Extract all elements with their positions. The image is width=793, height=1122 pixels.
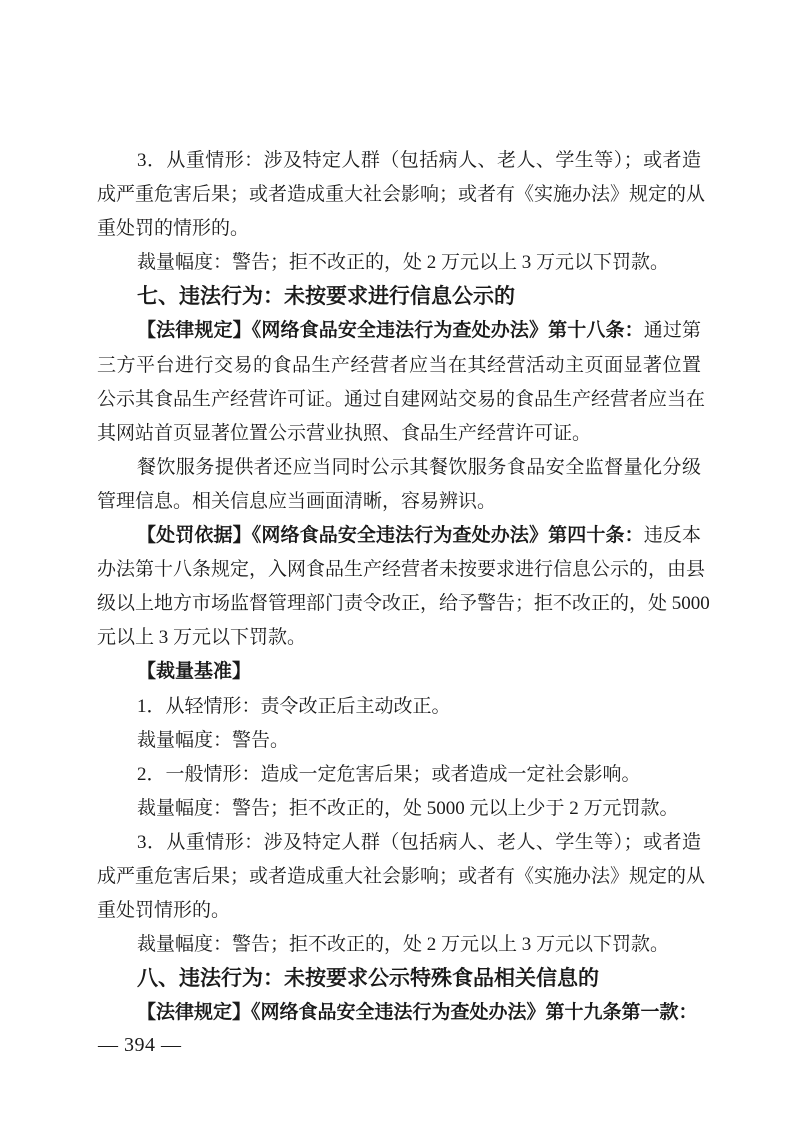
- text-segment: 餐饮服务提供者还应当同时公示其餐饮服务食品安全监督量化分级: [137, 456, 701, 478]
- text-segment: 3．从重情形：涉及特定人群（包括病人、老人、学生等）；或者造: [137, 150, 701, 171]
- text-segment: 通过第: [643, 320, 701, 342]
- text-line: [97, 485, 701, 519]
- text-segment: 裁量幅度：警告；拒不改正的，处 2 万元以上 3 万元以下罚款。: [137, 252, 670, 274]
- text-segment: 办法第十八条规定，入网食品生产经营者未按要求进行信息公示的，由县: [97, 559, 706, 581]
- text-line: [97, 553, 706, 587]
- emphasis-segment: 【裁量基准】: [137, 661, 252, 683]
- page-number: — 394 —: [98, 1034, 182, 1056]
- emphasis-segment: 八、违法行为：未按要求公示特殊食品相关信息的: [137, 967, 599, 991]
- text-segment: 成严重危害后果；或者造成重大社会影响；或者有《实施办法》规定的从: [97, 184, 706, 206]
- text-line: [97, 690, 701, 724]
- text-line: [97, 826, 701, 860]
- emphasis-segment: 【法律规定】《网络食品安全违法行为查处办法》第十九条第一款：: [137, 1002, 698, 1024]
- text-line: [97, 860, 706, 894]
- text-segment: 其网站首页显著位置公示营业执照、食品生产经营许可证。: [97, 422, 592, 444]
- text-line: [97, 144, 701, 178]
- text-segment: 1．从轻情形：责令改正后主动改正。: [137, 695, 451, 717]
- text-line: [97, 451, 701, 485]
- text-line: [97, 349, 701, 383]
- text-segment: 元以上 3 万元以下罚款。: [97, 627, 307, 649]
- text-segment: 重处罚情形的。: [97, 900, 231, 922]
- section-heading: [97, 280, 701, 314]
- emphasis-segment: 七、违法行为：未按要求进行信息公示的: [137, 285, 515, 309]
- text-line: [97, 178, 706, 212]
- text-segment: 重处罚的情形的。: [97, 218, 250, 240]
- text-line: [97, 928, 701, 962]
- text-line: [97, 894, 701, 928]
- text-segment: 裁量幅度：警告。: [137, 729, 290, 751]
- text-line: [97, 655, 701, 689]
- emphasis-segment: 【法律规定】《网络食品安全违法行为查处办法》第十八条：: [137, 320, 644, 342]
- document-body: [97, 144, 710, 1030]
- text-segment: 管理信息。相关信息应当画面清晰，容易辨识。: [97, 490, 497, 512]
- text-segment: 成严重危害后果；或者造成重大社会影响；或者有《实施办法》规定的从: [97, 865, 706, 887]
- text-segment: 公示其食品生产经营许可证。通过自建网站交易的食品生产经营者应当在: [97, 388, 706, 410]
- text-line: [97, 212, 701, 246]
- text-line: [97, 587, 710, 621]
- text-line: [97, 314, 701, 348]
- text-segment: 三方平台进行交易的食品生产经营者应当在其经营活动主页面显著位置: [97, 354, 701, 376]
- text-line: [97, 758, 701, 792]
- text-line: [97, 383, 706, 417]
- text-line: [97, 996, 701, 1030]
- text-segment: 违反本: [643, 525, 701, 547]
- text-line: [97, 417, 701, 451]
- text-line: [97, 724, 701, 758]
- text-segment: 级以上地方市场监督管理部门责令改正，给予警告；拒不改正的，处 5000: [97, 593, 710, 615]
- text-segment: 2．一般情形：造成一定危害后果；或者造成一定社会影响。: [137, 763, 641, 785]
- text-line: [97, 792, 701, 826]
- text-line: [97, 246, 701, 280]
- text-segment: 裁量幅度：警告；拒不改正的，处 5000 元以上少于 2 万元罚款。: [137, 797, 679, 819]
- text-line: [97, 519, 701, 553]
- emphasis-segment: 【处罚依据】《网络食品安全违法行为查处办法》第四十条：: [137, 525, 644, 547]
- text-line: [97, 621, 701, 655]
- text-segment: 裁量幅度：警告；拒不改正的，处 2 万元以上 3 万元以下罚款。: [137, 934, 670, 956]
- section-heading: [97, 962, 701, 996]
- text-segment: 3．从重情形：涉及特定人群（包括病人、老人、学生等）；或者造: [137, 831, 701, 853]
